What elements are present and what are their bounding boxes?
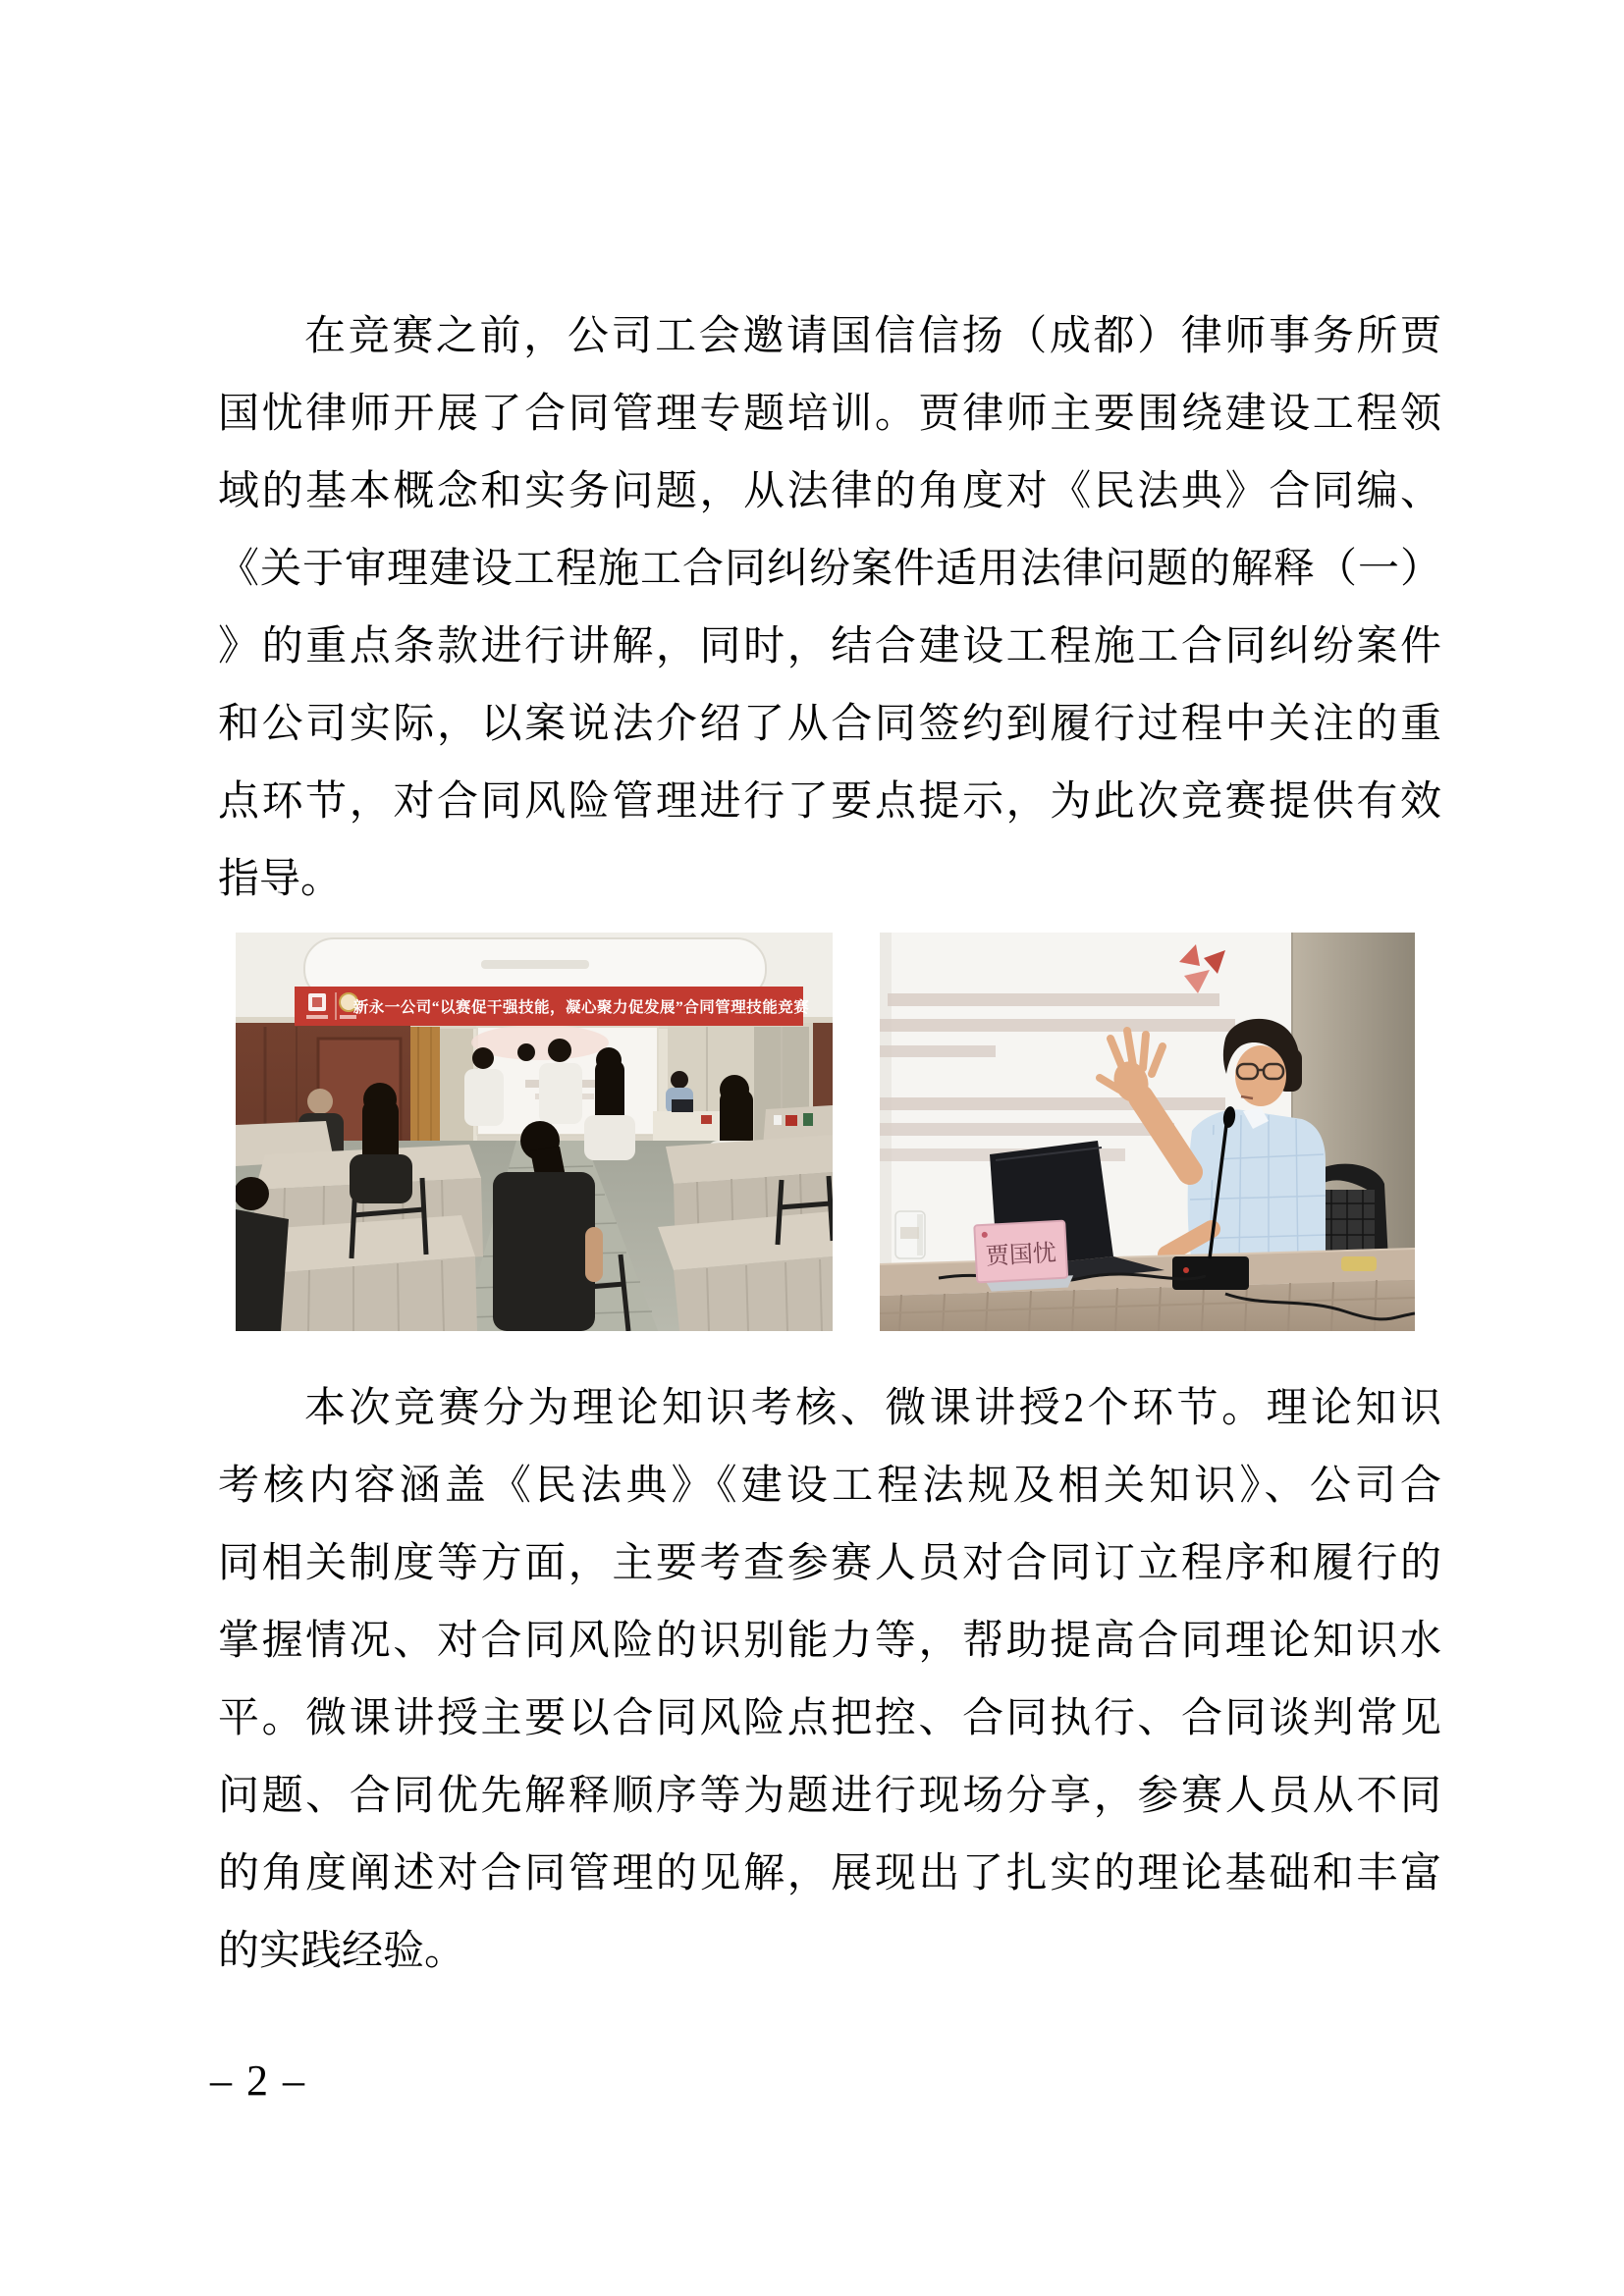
photo-lawyer-lecture xyxy=(880,933,1415,1331)
banner-text: 新永一公司“以赛促干强技能，凝心聚力促发展”合同管理技能竞赛 xyxy=(352,999,810,1016)
text-line: 同相关制度等方面，主要考查参赛人员对合同订立程序和履行的 xyxy=(218,1541,1441,1586)
photo-training-room xyxy=(236,933,833,1331)
text-line: 点环节，对合同风险管理进行了要点提示，为此次竞赛提供有效 xyxy=(218,779,1441,825)
text-line: 平。微课讲授主要以合同风险点把控、合同执行、合同谈判常见 xyxy=(218,1696,1441,1741)
name-card xyxy=(974,1220,1073,1292)
small-item xyxy=(1341,1256,1377,1271)
text-line: 域的基本概念和实务问题，从法律的角度对《民法典》合同编、 xyxy=(218,469,1441,514)
shirt xyxy=(1188,1109,1326,1272)
text-line: 本次竞赛分为理论知识考核、微课讲授2个环节。理论知识 xyxy=(304,1386,1441,1431)
paper-cup xyxy=(895,1211,925,1258)
text-line: 问题、合同优先解释顺序等为题进行现场分享，参赛人员从不同 xyxy=(218,1774,1441,1819)
page-number: – 2 – xyxy=(210,2056,306,2105)
lecturer-laptop xyxy=(672,1099,693,1112)
text-line: 的实践经验。 xyxy=(218,1929,466,1974)
text-line: 指导。 xyxy=(218,857,343,902)
name-card-text: 贾国忧 xyxy=(985,1241,1057,1270)
text-line: 掌握情况、对合同风险的识别能力等，帮助提高合同理论知识水 xyxy=(218,1619,1441,1664)
text-line: 在竞赛之前，公司工会邀请国信信扬（成都）律师事务所贾 xyxy=(304,314,1441,359)
paragraph-2 xyxy=(218,1370,1441,1991)
paragraph-1 xyxy=(218,298,1441,919)
event-banner xyxy=(295,987,809,1026)
text-line: 的角度阐述对合同管理的见解，展现出了扎实的理论基础和丰富 xyxy=(218,1851,1441,1896)
text-line: 考核内容涵盖《民法典》《建设工程法规及相关知识》、公司合 xyxy=(218,1464,1441,1509)
text-line: 《关于审理建设工程施工合同纠纷案件适用法律问题的解释（一） xyxy=(218,547,1441,592)
desk xyxy=(880,1249,1415,1331)
text-line: 国忧律师开展了合同管理专题培训。贾律师主要围绕建设工程领 xyxy=(218,392,1441,437)
text-line: 和公司实际，以案说法介绍了从合同签约到履行过程中关注的重 xyxy=(218,702,1441,747)
text-line: 》的重点条款进行讲解，同时，结合建设工程施工合同纠纷案件 xyxy=(218,624,1441,669)
